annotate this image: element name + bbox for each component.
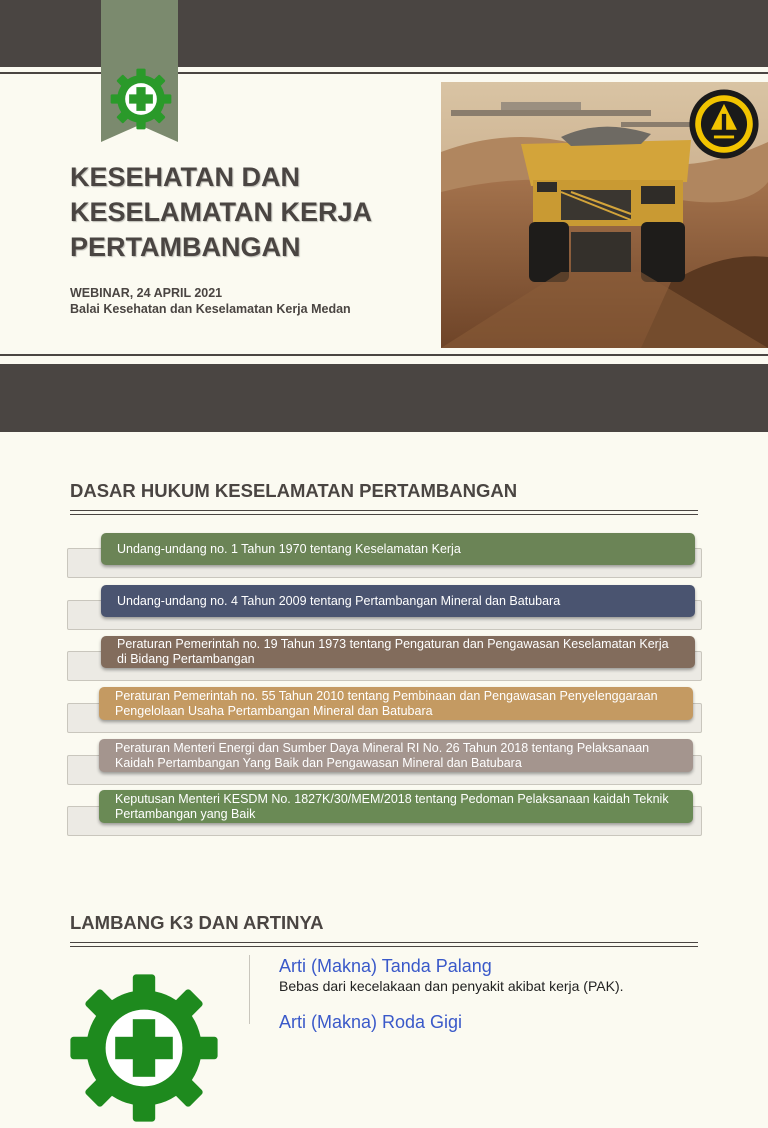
- law-text: Peraturan Pemerintah no. 55 Tahun 2010 tentang Pembinaan dan Pengawasan Penyelenggaraan Pengelolaan Usaha Pertambangan Mineral dan Batubara: [115, 688, 658, 718]
- vertical-divider: [249, 955, 250, 1024]
- law-item: [99, 739, 693, 772]
- title-line-1: KESEHATAN DAN: [70, 162, 301, 192]
- law-item: [99, 687, 693, 720]
- legal-basis-heading: DASAR HUKUM KESELAMATAN PERTAMBANGAN: [70, 480, 518, 501]
- meaning-gear-title: Arti (Makna) Roda Gigi: [279, 1012, 463, 1032]
- law-text: Undang-undang no. 1 Tahun 1970 tentang Keselamatan Kerja: [117, 541, 461, 556]
- law-text: Peraturan Menteri Energi dan Sumber Daya Mineral RI No. 26 Tahun 2018 tentang Pelaksanaan Kaidah Pertambangan Yang Baik dan Pengawasan Mineral dan Batubara: [115, 740, 650, 770]
- title-line-2: KESELAMATAN KERJA: [70, 197, 373, 227]
- k3-symbol-icon: [64, 968, 224, 1128]
- title-line-3: PERTAMBANGAN: [70, 232, 301, 262]
- esdm-logo: [688, 88, 760, 160]
- law-text: Keputusan Menteri KESDM No. 1827K/30/MEM/2018 tentang Pedoman Pelaksanaan kaidah Teknik Pertambangan yang Baik: [115, 791, 669, 821]
- law-item: [101, 636, 695, 668]
- heading-rule: [70, 510, 698, 511]
- heading-rule: [70, 942, 698, 943]
- law-item: [99, 790, 693, 823]
- law-item: [101, 585, 695, 617]
- presentation-title: [70, 160, 430, 265]
- k3-gear-cross-icon: [108, 66, 174, 132]
- meaning-cross-desc: Bebas dari kecelakaan dan penyakit akibat kerja (PAK).: [279, 978, 624, 994]
- title-slide: [0, 0, 768, 432]
- organizer: Balai Kesehatan dan Keselamatan Kerja Medan: [70, 302, 351, 316]
- bottom-rule: [0, 354, 768, 356]
- law-text: Peraturan Pemerintah no. 19 Tahun 1973 tentang Pengaturan dan Pengawasan Keselamatan Kerja di Bidang Pertambangan: [117, 637, 669, 666]
- heading-rule: [70, 946, 698, 947]
- event-date: WEBINAR, 24 APRIL 2021: [70, 286, 223, 300]
- meaning-cross-title: Arti (Makna) Tanda Palang: [279, 956, 492, 976]
- heading-rule: [70, 514, 698, 515]
- law-text: Undang-undang no. 4 Tahun 2009 tentang Pertambangan Mineral dan Batubara: [117, 593, 561, 608]
- law-item: [101, 533, 695, 565]
- k3-symbol-heading: LAMBANG K3 DAN ARTINYA: [70, 912, 324, 933]
- bottom-band: [0, 364, 768, 432]
